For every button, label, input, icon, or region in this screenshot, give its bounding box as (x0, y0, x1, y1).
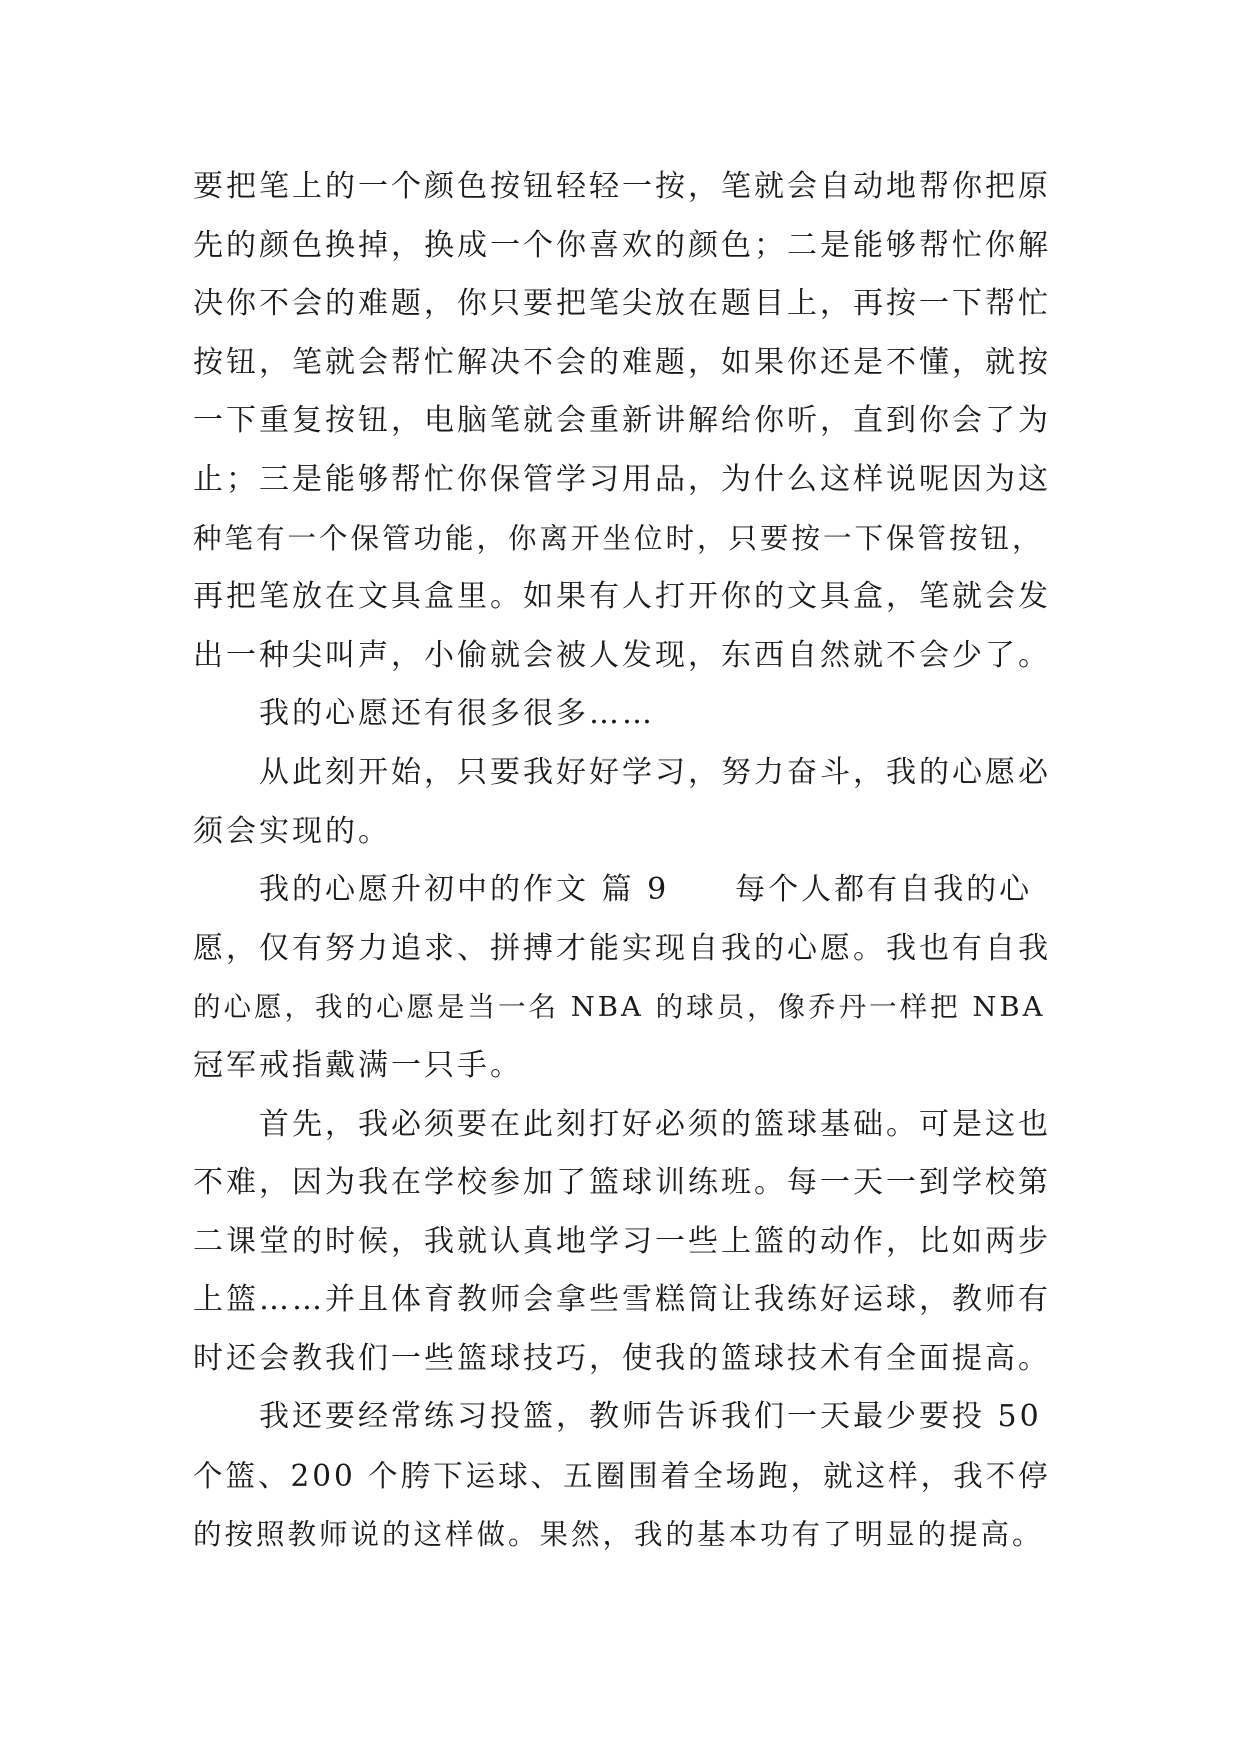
text-line: 不难，因为我在学校参加了篮球训练班。每一天一到学校第 (193, 1165, 1051, 1201)
text-line: 上篮……并且体育教师会拿些雪糕筒让我练好运球，教师有 (193, 1282, 1051, 1318)
text-line: 首先，我必须要在此刻打好必须的篮球基础。可是这也 (259, 1106, 1051, 1142)
text-line: 的心愿，我的心愿是当一名 NBA 的球员，像乔丹一样把 NBA (193, 991, 1046, 1024)
text-line: 须会实现的。 (193, 813, 391, 849)
text-line: 个篮、200 个胯下运球、五圈围着全场跑，就这样，我不停 (193, 1459, 1051, 1494)
text-line: 止；三是能够帮忙你保管学习用品，为什么这样说呢因为这 (193, 461, 1051, 497)
text-line: 决你不会的难题，你只要把笔尖放在题目上，再按一下帮忙 (193, 286, 1051, 322)
text-line: 我还要经常练习投篮，教师告诉我们一天最少要投 50 (259, 1399, 1042, 1435)
text-line: 我的心愿升初中的作文 篇 9 每个人都有自我的心 (259, 872, 1033, 908)
text-line: 二课堂的时候，我就认真地学习一些上篮的动作，比如两步 (193, 1223, 1051, 1259)
text-line: 冠军戒指戴满一只手。 (193, 1047, 523, 1083)
text-line: 时还会教我们一些篮球技巧，使我的篮球技术有全面提高。 (193, 1340, 1051, 1376)
text-line: 的按照教师说的这样做。果然，我的基本功有了明显的提高。 (193, 1517, 1044, 1551)
text-line: 我的心愿还有很多很多…… (259, 696, 655, 732)
text-line: 种笔有一个保管功能，你离开坐位时，只要按一下保管按钮， (193, 521, 1044, 555)
text-line: 从此刻开始，只要我好好学习，努力奋斗，我的心愿必 (259, 754, 1051, 790)
text-line: 要把笔上的一个颜色按钮轻轻一按，笔就会自动地帮你把原 (193, 169, 1051, 204)
text-line: 一下重复按钮，电脑笔就会重新讲解给你听，直到你会了为 (193, 403, 1051, 439)
text-line: 愿，仅有努力追求、拼搏才能实现自我的心愿。我也有自我 (193, 930, 1051, 966)
document-body (193, 158, 1053, 1564)
text-line: 按钮，笔就会帮忙解决不会的难题，如果你还是不懂，就按 (193, 344, 1051, 380)
text-line: 再把笔放在文具盒里。如果有人打开你的文具盒，笔就会发 (193, 579, 1051, 615)
text-line: 出一种尖叫声，小偷就会被人发现，东西自然就不会少了。 (193, 637, 1051, 673)
text-line: 先的颜色换掉，换成一个你喜欢的颜色；二是能够帮忙你解 (193, 227, 1051, 263)
